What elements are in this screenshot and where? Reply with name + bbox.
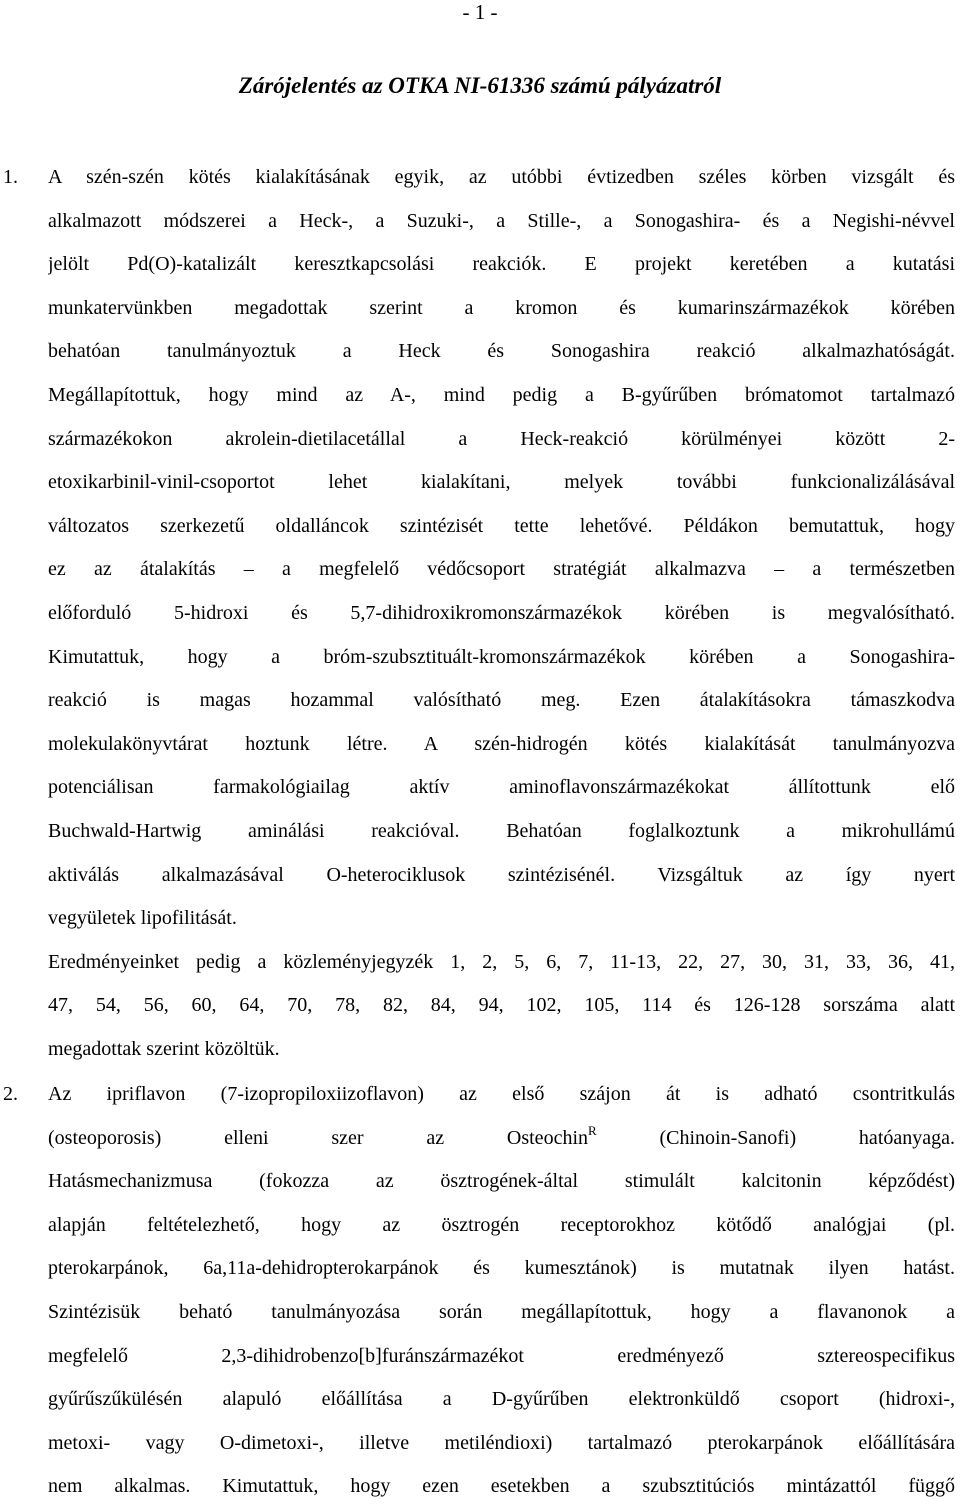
text-line: metoxi- vagy O-dimetoxi-, illetve metiléndioxi) tartalmazó pterokarpánok előállítására (48, 1431, 955, 1454)
text-line: ez az átalakítás – a megfelelő védőcsoport stratégiát alkalmazva – a természetben (48, 558, 955, 581)
text-line: változatos szerkezetű oldalláncok szintézisét tette lehetővé. Példákon bemutattuk, hogy (48, 514, 955, 537)
text-line: aktiválás alkalmazásával O-heterociklusok szintézisénél. Vizsgáltuk az így nyert (48, 863, 955, 886)
text-line: Megállapítottuk, hogy mind az A-, mind pedig a B-gyűrűben brómatomot tartalmazó (48, 383, 955, 406)
item-number: 1. (3, 166, 18, 188)
text-line: gyűrűszűkülésén alapuló előállítása a D-gyűrűben elektronküldő csoport (hidroxi-, (48, 1388, 955, 1411)
text-line: Szintézisük beható tanulmányozása során megállapítottuk, hogy a flavanonok a (48, 1300, 955, 1323)
text-line: 47, 54, 56, 60, 64, 70, 78, 82, 84, 94, 102, 105, 114 és 126-128 sorszáma alatt (48, 994, 955, 1017)
text-line: potenciálisan farmakológiailag aktív aminoflavonszármazékokat állítottunk elő (48, 776, 955, 799)
text-segment: (Chinoin-Sanofi) hatóanyaga. (659, 1126, 955, 1149)
report-title: Zárójelentés az OTKA NI-61336 számú pályázatról (238, 73, 722, 98)
text-line: megfelelő 2,3-dihidrobenzo[b]furánszármazékot eredményező sztereospecifikus (48, 1344, 955, 1367)
text-line: alapján feltételezhető, hogy az ösztrogén receptorokhoz kötődő analógjai (pl. (48, 1213, 955, 1236)
text-line: megadottak szerint közöltük. (48, 1037, 280, 1060)
text-line: Kimutattuk, hogy a bróm-szubsztituált-kromonszármazékok körében a Sonogashira- (48, 645, 955, 668)
text-line: behatóan tanulmányoztuk a Heck és Sonogashira reakció alkalmazhatóságát. (48, 340, 955, 363)
text-line: A szén-szén kötés kialakításának egyik, az utóbbi évtizedben széles körben vizsgált és (48, 166, 955, 188)
registered-superscript: R (588, 1122, 597, 1138)
text-line: reakció is magas hozammal valósítható meg. Ezen átalakításokra támaszkodva (48, 689, 955, 712)
text-line: alkalmazott módszerei a Heck-, a Suzuki-, a Stille-, a Sonogashira- és a Negishi-névvel (48, 209, 955, 232)
text-line: származékokon akrolein-dietilacetállal a Heck-reakció körülményei között 2- (48, 427, 955, 450)
text-line: etoxikarbinil-vinil-csoportot lehet kialakítani, melyek további funkcionalizálásával (48, 471, 955, 494)
text-line: vegyületek lipofilitását. (48, 907, 237, 930)
page-number: - 1 - (462, 0, 498, 24)
text-line: Eredményeinket pedig a közleményjegyzék 1, 2, 5, 6, 7, 11-13, 22, 27, 30, 31, 33, 36, 41, (48, 950, 955, 973)
text-line: jelölt Pd(O)-katalizált keresztkapcsolási reakciók. E projekt keretében a kutatási (48, 253, 955, 276)
item-body (48, 156, 955, 1071)
text-line: molekulakönyvtárat hoztunk létre. A szén-hidrogén kötés kialakítását tanulmányozva (48, 732, 955, 755)
item-number: 2. (3, 1083, 18, 1105)
paragraph-1 (48, 1073, 955, 1509)
list-item-2 (0, 1073, 960, 1509)
text-segment: (osteoporosis) elleni szer az Osteochin (48, 1126, 588, 1149)
text-line: Hatásmechanizmusa (fokozza az ösztrogének-által stimulált kalcitonin képződést) (48, 1170, 955, 1193)
text-line: Az ipriflavon (7-izopropiloxiizoflavon) az első szájon át is adható csontritkulás (48, 1083, 955, 1105)
text-line: munkatervünkben megadottak szerint a kromon és kumarinszármazékok körében (48, 296, 955, 319)
text-line: nem alkalmas. Kimutattuk, hogy ezen esetekben a szubsztitúciós mintázattól függő (48, 1475, 955, 1498)
text-line: pterokarpánok, 6a,11a-dehidropterokarpánok és kumesztánok) is mutatnak ilyen hatást. (48, 1257, 955, 1280)
list-item-1 (0, 156, 960, 1071)
paragraph-1 (48, 156, 955, 941)
text-line: előforduló 5-hidroxi és 5,7-dihidroxikromonszármazékok körében is megvalósítható. (48, 601, 955, 624)
text-line-with-superscript (48, 1117, 955, 1161)
paragraph-2 (48, 941, 955, 1072)
item-body (48, 1073, 955, 1509)
text-line: Buchwald-Hartwig aminálási reakcióval. Behatóan foglalkoztunk a mikrohullámú (48, 819, 955, 842)
